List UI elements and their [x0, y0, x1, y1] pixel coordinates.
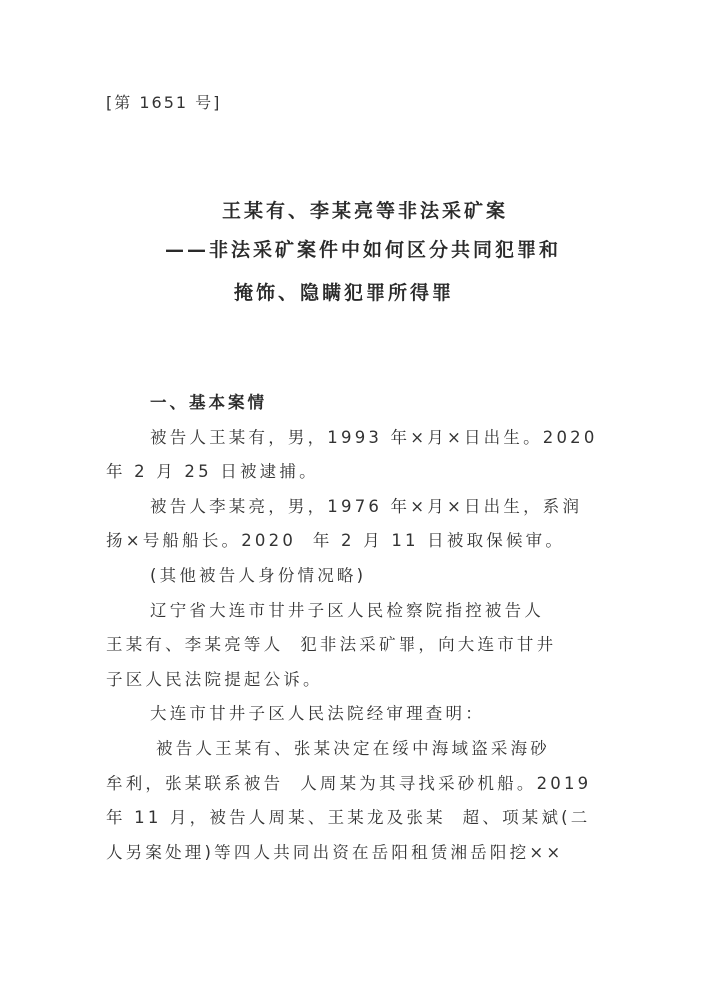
text-line: 子区人民法院提起公诉。 — [106, 669, 323, 689]
text-line: 辽宁省大连市甘井子区人民检察院指控被告人 — [150, 600, 544, 620]
text-line: 王某有、李某亮等人 犯非法采矿罪，向大连市甘井 — [106, 635, 557, 655]
text-line: 人另案处理)等四人共同出资在岳阳租赁湘岳阳挖×× — [106, 842, 564, 862]
title-line-3: 掩饰、隐瞒犯罪所得罪 — [234, 282, 455, 304]
text-line: 扬×号船船长。2020 年 2 月 11 日被取保候审。 — [106, 531, 566, 551]
text-line: 年 2 月 25 日被逮捕。 — [106, 462, 319, 482]
text-line: 被告人王某有，男，1993 年×月×日出生。2020 — [150, 427, 598, 447]
text-line: 年 11 月，被告人周某、王某龙及张某 超、项某斌(二 — [106, 808, 591, 828]
text-line: (其他被告人身份情况略) — [150, 565, 367, 585]
text-line: 被告人李某亮，男，1976 年×月×日出生，系润 — [150, 496, 583, 516]
title-line-2: ——非法采矿案件中如何区分共同犯罪和 — [165, 239, 562, 261]
text-line: 牟利，张某联系被告 人周某为其寻找采砂机船。2019 — [106, 773, 592, 793]
text-line: 被告人王某有、张某决定在绥中海域盗采海砂 — [156, 738, 550, 758]
section-heading: 一、基本案情 — [150, 393, 267, 412]
title-line-1: 王某有、李某亮等非法采矿案 — [222, 200, 509, 222]
document-body — [106, 386, 606, 870]
text-line: 大连市甘井子区人民法院经审理查明： — [150, 704, 485, 724]
case-number: [第 1651 号] — [106, 93, 222, 112]
